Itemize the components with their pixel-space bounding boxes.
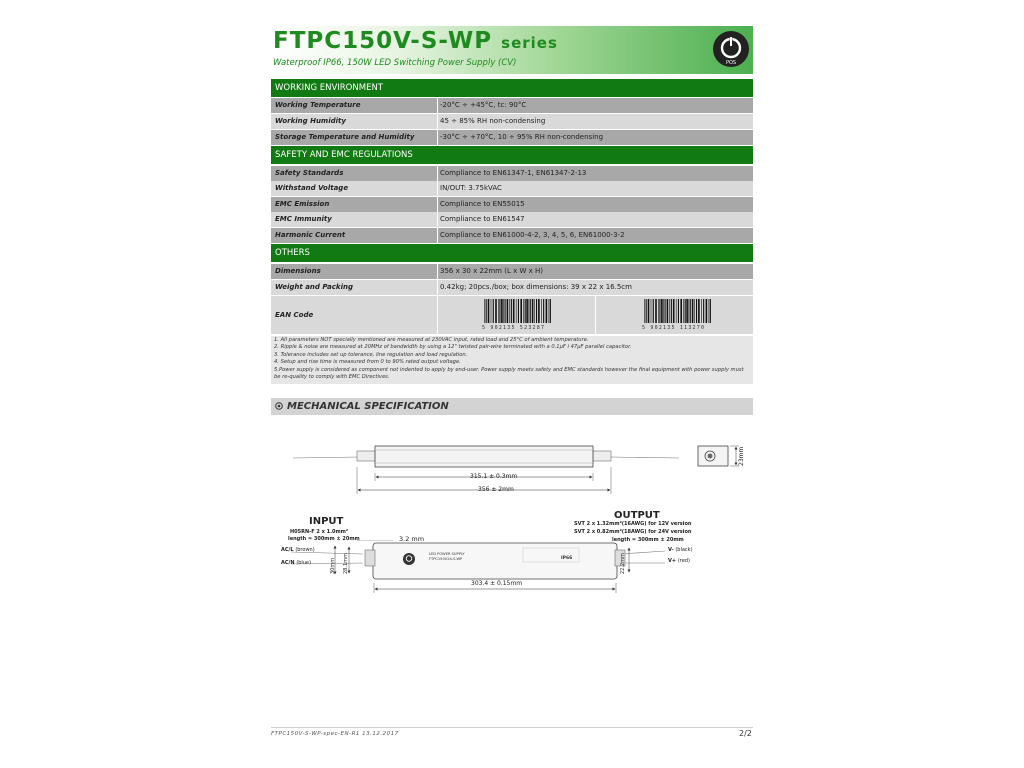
barcode-bar xyxy=(673,299,675,323)
vminus-label: V- (black) xyxy=(668,547,693,553)
device-label-1: LED POWER SUPPLY xyxy=(429,552,465,556)
barcode-bar xyxy=(491,299,492,323)
note-item: 5.Power supply is considered as component not indented to apply by end-user. Power supply meets safety and EMC standards however the final equipment with power supply must be re-quality to comply with EMC Directives. xyxy=(274,366,744,381)
row-label: Safety Standards xyxy=(271,166,437,181)
logo-text: POS xyxy=(725,60,737,66)
barcode-bar xyxy=(493,299,494,323)
barcode-bar xyxy=(505,299,506,323)
barcode-bar xyxy=(706,299,708,323)
output-length: length = 300mm ± 20mm xyxy=(612,537,684,543)
note-item: 3. Tolerance includes set up tolerance, line regulation and load regulation. xyxy=(274,351,468,358)
table-row xyxy=(271,181,753,196)
barcode-bar xyxy=(486,299,487,323)
barcode-bar xyxy=(529,299,530,323)
table-row xyxy=(271,280,753,295)
barcode-bar xyxy=(709,299,710,323)
barcode-bar xyxy=(696,299,697,323)
table-row xyxy=(271,98,753,113)
barcode-bar xyxy=(509,299,510,323)
row-label: EMC Emission xyxy=(271,197,437,212)
dim-28: 28.1mm xyxy=(343,553,349,574)
barcode-bar xyxy=(678,299,679,323)
barcode-bar xyxy=(526,299,528,323)
series-label: series xyxy=(501,34,558,52)
input-cable: H05RN-F 2 x 1.0mm² xyxy=(290,529,349,535)
row-label: Working Temperature xyxy=(271,98,437,113)
power-logo-icon xyxy=(711,29,751,72)
section-others: OTHERS xyxy=(271,244,753,262)
table-row xyxy=(271,264,753,279)
barcode-bar xyxy=(536,299,537,323)
row-label: Storage Temperature and Humidity xyxy=(271,130,437,145)
row-value: 356 x 30 x 22mm (L x W x H) xyxy=(438,264,753,279)
barcode-bar xyxy=(669,299,670,323)
barcode-bar xyxy=(690,299,691,323)
ean-cell xyxy=(438,296,753,334)
ean-row xyxy=(271,296,753,334)
barcode-bar xyxy=(513,299,515,323)
barcode-bar xyxy=(667,299,669,323)
barcode-bar xyxy=(511,299,512,323)
barcode-bar xyxy=(685,299,686,323)
table-row xyxy=(271,114,753,129)
barcode-bar xyxy=(507,299,509,323)
row-value: IN/OUT: 3.75kVAC xyxy=(438,181,753,196)
barcode-bar xyxy=(648,299,650,323)
barcode-bar xyxy=(501,299,503,323)
barcode-bar xyxy=(659,299,660,323)
row-value: -20°C ÷ +45°C, tc: 90°C xyxy=(438,98,753,113)
barcode-bar xyxy=(689,299,690,323)
row-label: Withstand Voltage xyxy=(271,181,437,196)
row-label: Weight and Packing xyxy=(271,280,437,295)
section-mechanical xyxy=(271,398,753,415)
barcode-number: 5 902135 113270 xyxy=(642,325,706,331)
device-label-2: FTPC150V24-S-WP xyxy=(429,557,463,561)
barcode-bar xyxy=(665,299,666,323)
barcode-bar xyxy=(680,299,682,323)
barcode-bar xyxy=(658,299,659,323)
barcode-bar xyxy=(655,299,657,323)
row-value: Compliance to EN55015 xyxy=(438,197,753,212)
barcode-bar xyxy=(516,299,517,323)
dim-30: 30mm xyxy=(330,557,336,574)
table-row xyxy=(271,228,753,243)
barcode-bar xyxy=(694,299,695,323)
acl-label: AC/L (brown) xyxy=(281,547,315,553)
notes xyxy=(271,336,753,384)
divider xyxy=(595,296,596,334)
barcode-bar xyxy=(520,299,522,323)
row-label: Dimensions xyxy=(271,264,437,279)
barcode-bar xyxy=(488,299,490,323)
row-label: Working Humidity xyxy=(271,114,437,129)
barcode-bar xyxy=(683,299,684,323)
barcode-bar xyxy=(546,299,548,323)
barcode-bar xyxy=(530,299,531,323)
note-item: 4. Setup and rise time is measured from 0 to 90% rated output voltage. xyxy=(274,359,461,366)
footer-divider xyxy=(271,727,753,728)
row-value: Compliance to EN61000-4-2, 3, 4, 5, 6, EN61000-3-2 xyxy=(438,228,753,243)
ip-rating: IP66 xyxy=(561,556,573,561)
barcode-bar xyxy=(661,299,663,323)
vplus-label: V+ (red) xyxy=(668,558,690,564)
barcode-bar xyxy=(498,299,499,323)
dim-356: 356 ± 2mm xyxy=(478,486,514,493)
barcode-bar xyxy=(698,299,700,323)
footer-doc: FTPC150V-S-WP-spec-EN-R1 13.12.2017 xyxy=(271,731,399,737)
dim-303: 303.4 ± 0.15mm xyxy=(471,580,523,587)
barcode-bar xyxy=(710,299,711,323)
dim-23: 23mm xyxy=(738,446,745,466)
barcode-bar xyxy=(651,299,652,323)
barcode-bar xyxy=(686,299,688,323)
barcode-bar xyxy=(532,299,534,323)
barcode-bar xyxy=(676,299,677,323)
row-label: Harmonic Current xyxy=(271,228,437,243)
note-item: 2. Ripple & noise are measured at 20MHz of bandwidth by using a 12" twisted pair-wire terminated with a 0.1μF i 47μF parallel capacitor. xyxy=(274,344,632,351)
barcode-bar xyxy=(495,299,497,323)
barcode-bar xyxy=(663,299,664,323)
barcode-bar xyxy=(518,299,519,323)
page-number: 2/2 xyxy=(739,729,752,738)
section-safety: SAFETY AND EMC REGULATIONS xyxy=(271,146,753,164)
acn-label: AC/N (blue) xyxy=(281,560,312,566)
table-row xyxy=(271,212,753,227)
product-subtitle: Waterproof IP66, 150W LED Switching Power Supply (CV) xyxy=(273,58,517,68)
barcode-bar xyxy=(549,299,550,323)
input-length: length = 300mm ± 20mm xyxy=(288,536,360,542)
row-value: -30°C ÷ +70°C, 10 ÷ 95% RH non-condensing xyxy=(438,130,753,145)
output-24v: SVT 2 x 0.82mm²(18AWG) for 24V version xyxy=(574,529,692,535)
barcode-bar xyxy=(499,299,500,323)
row-value: 0.42kg; 20pcs./box; box dimensions: 39 x 22 x 16.5cm xyxy=(438,280,753,295)
dim-22: 22.2mm xyxy=(620,553,626,574)
barcode-bar xyxy=(692,299,694,323)
header-banner xyxy=(271,26,753,74)
side-view-drawing xyxy=(271,418,753,508)
barcode-bar xyxy=(653,299,654,323)
barcode-bar xyxy=(523,299,524,323)
barcode-bar xyxy=(671,299,672,323)
barcode-bar xyxy=(550,299,551,323)
barcode-bar xyxy=(534,299,535,323)
dim-3-2: 3.2 mm xyxy=(399,535,425,543)
barcode-bar xyxy=(525,299,526,323)
barcode-bar xyxy=(703,299,704,323)
dim-315: 315.1 ± 0.3mm xyxy=(470,473,518,480)
row-value: 45 ÷ 85% RH non-condensing xyxy=(438,114,753,129)
row-label: EMC Immunity xyxy=(271,212,437,227)
barcode-bar xyxy=(484,299,485,323)
barcode-bar xyxy=(543,299,544,323)
target-icon xyxy=(275,402,283,410)
note-item: 1. All parameters NOT specially mentioned are measured at 230VAC input, rated load and 25°C of ambient temperature. xyxy=(274,337,589,343)
product-title: FTPC150V-S-WP series xyxy=(273,28,558,54)
section-working-environment: WORKING ENVIRONMENT xyxy=(271,79,753,97)
table-row xyxy=(271,166,753,181)
input-title: INPUT xyxy=(309,516,344,527)
row-label: EAN Code xyxy=(271,296,437,334)
table-row xyxy=(271,130,753,145)
table-row xyxy=(271,197,753,212)
row-value: Compliance to EN61547 xyxy=(438,212,753,227)
mechanical-title: MECHANICAL SPECIFICATION xyxy=(287,401,449,412)
barcode-bar xyxy=(701,299,702,323)
output-title: OUTPUT xyxy=(614,510,660,521)
barcode-bar xyxy=(646,299,647,323)
barcode-number: 5 902135 523287 xyxy=(482,325,546,331)
output-12v: SVT 2 x 1.32mm²(16AWG) for 12V version xyxy=(574,521,692,527)
row-value: Compliance to EN61347-1, EN61347-2-13 xyxy=(438,166,753,181)
barcode-bar xyxy=(503,299,504,323)
barcode-bar xyxy=(538,299,540,323)
barcode-bar xyxy=(541,299,542,323)
barcode-bar xyxy=(644,299,645,323)
